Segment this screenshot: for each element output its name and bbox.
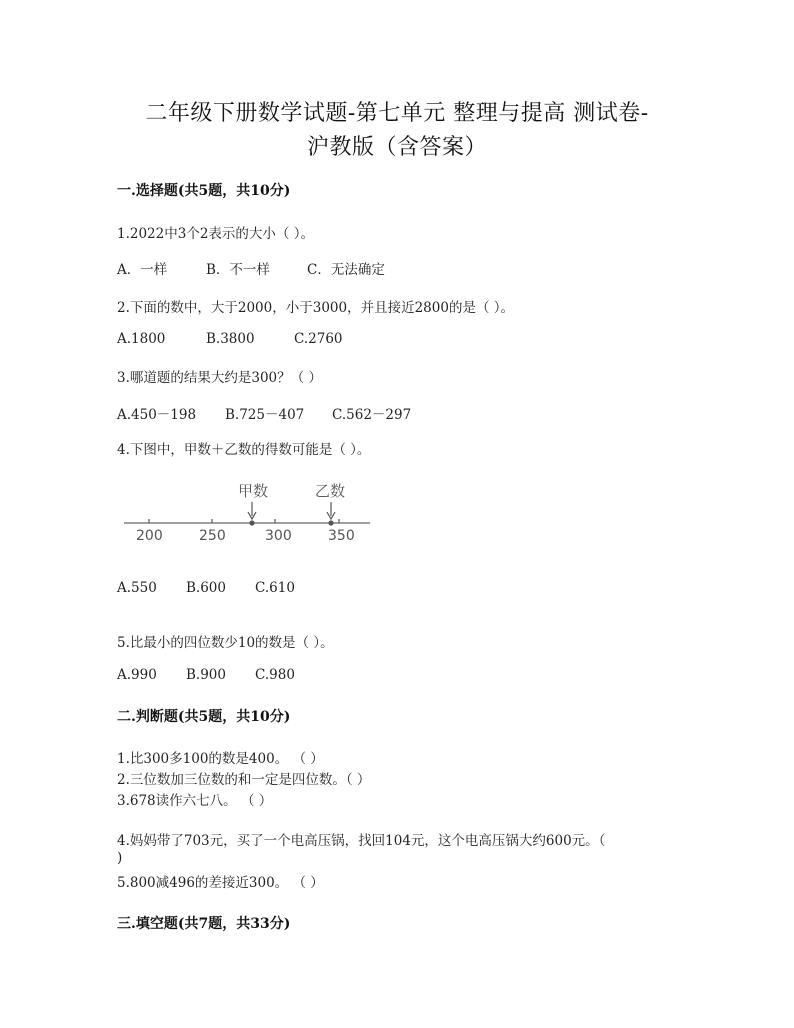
judgment-item-5: 5.800减496的差接近300。 （ ） [117,875,324,891]
question-1: 1.2022中3个2表示的大小（ ）。 [117,226,314,242]
judgment-item-2: 2.三位数加三位数的和一定是四位数。（ ） [117,772,371,788]
question-5-option-a: A.990 [117,667,157,683]
question-4-option-b: B.600 [186,580,226,596]
question-5-option-c: C.980 [255,667,295,683]
tick-label-200: 200 [136,528,163,544]
judgment-item-1: 1.比300多100的数是400。 （ ） [117,751,324,767]
question-4-option-a: A.550 [117,580,157,596]
label-yi: 乙数 [315,482,346,500]
tick-label-250: 250 [199,528,226,544]
question-4: 4.下图中，甲数＋乙数的得数可能是（ ）。 [117,442,371,458]
question-1-option-a: A．一样 [117,262,168,278]
judgment-item-4: 4.妈妈带了703元，买了一个电高压锅，找回104元，这个电高压锅大约600元。（ [117,833,606,849]
question-4-option-c: C.610 [255,580,295,596]
judgment-item-3: 3.678读作六七八。 （ ） [117,793,273,809]
document-title-line1: 二年级下册数学试题-第七单元 整理与提高 测试卷- [145,101,649,126]
question-3-option-b: B.725－407 [225,407,305,423]
question-2-option-b: B.3800 [206,331,255,347]
question-2-option-c: C.2760 [294,331,343,347]
section-heading-judgment: 二.判断题(共5题，共10分) [117,709,291,725]
question-1-option-c: C．无法确定 [307,262,385,278]
tick-label-350: 350 [328,528,355,544]
document-title-line2: 沪教版（含答案） [306,135,487,160]
question-3-option-a: A.450－198 [117,407,197,423]
question-2-option-a: A.1800 [117,331,166,347]
question-3: 3.哪道题的结果大约是300？（ ） [117,370,322,386]
judgment-item-4-continued: ) [117,850,123,866]
section-heading-fill-in: 三.填空题(共7题，共33分) [117,916,291,932]
number-line-figure [120,476,380,548]
question-2: 2.下面的数中，大于2000，小于3000，并且接近2800的是（ ）。 [117,300,514,316]
question-5-option-b: B.900 [186,667,226,683]
point-jia [249,520,254,525]
label-jia: 甲数 [238,482,269,500]
question-5: 5.比最小的四位数少10的数是（ ）。 [117,635,334,651]
tick-label-300: 300 [265,528,292,544]
question-3-option-c: C.562－297 [332,407,412,423]
question-1-option-b: B．不一样 [206,262,270,278]
section-heading-choice: 一.选择题(共5题，共10分) [117,183,291,199]
point-yi [328,520,333,525]
